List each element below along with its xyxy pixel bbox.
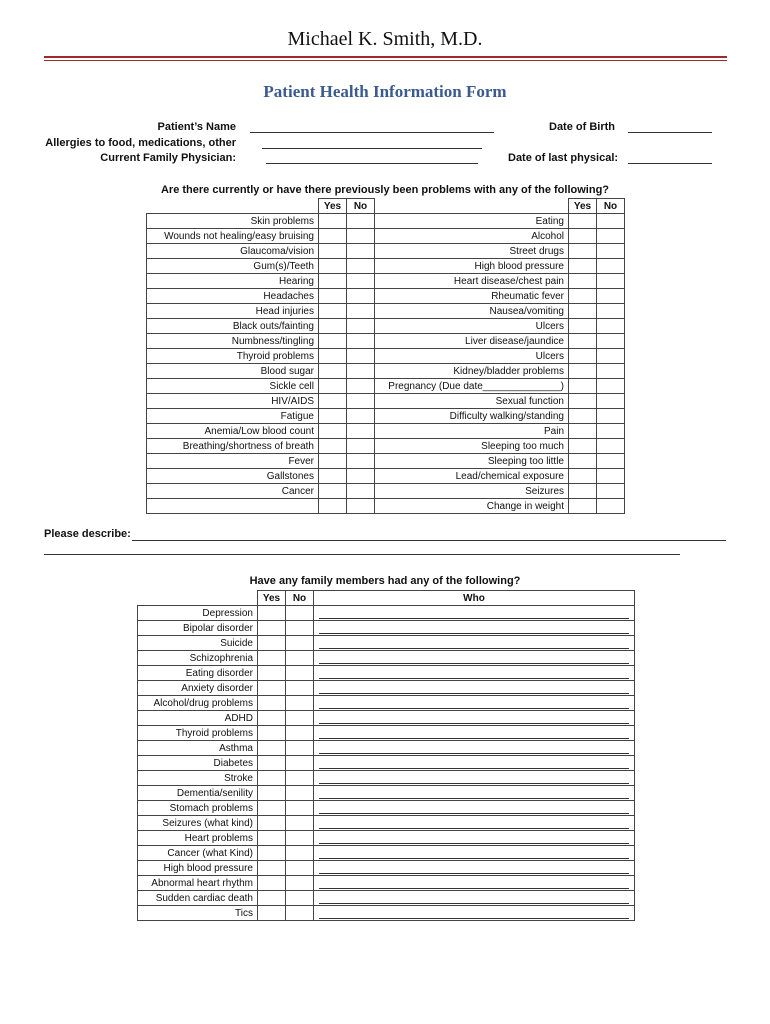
problem-label: Ulcers <box>375 319 569 334</box>
no-checkbox-cell[interactable] <box>597 394 625 409</box>
yes-checkbox-cell[interactable] <box>258 906 286 921</box>
problem-label: Rheumatic fever <box>375 289 569 304</box>
table-row <box>138 681 635 696</box>
table-row <box>138 606 635 621</box>
table-row <box>138 786 635 801</box>
problem-label: Blood sugar <box>147 364 319 379</box>
no-checkbox-cell[interactable] <box>597 214 625 229</box>
yes-checkbox-cell[interactable] <box>258 696 286 711</box>
who-field[interactable] <box>314 636 635 651</box>
yes-checkbox-cell[interactable] <box>319 229 347 244</box>
problem-label: Sleeping too little <box>375 454 569 469</box>
table-row <box>138 906 635 921</box>
no-checkbox-cell[interactable] <box>286 621 314 636</box>
table-row <box>147 424 625 439</box>
no-checkbox-cell[interactable] <box>597 454 625 469</box>
table-row <box>138 741 635 756</box>
no-checkbox-cell[interactable] <box>347 454 375 469</box>
no-checkbox-cell[interactable] <box>347 319 375 334</box>
problem-label: Fatigue <box>147 409 319 424</box>
no-checkbox-cell[interactable] <box>597 409 625 424</box>
who-field[interactable] <box>314 666 635 681</box>
no-checkbox-cell[interactable] <box>597 364 625 379</box>
table-row <box>138 651 635 666</box>
form-title: Patient Health Information Form <box>263 82 507 101</box>
problem-label: Change in weight <box>375 499 569 514</box>
no-checkbox-cell[interactable] <box>286 771 314 786</box>
problem-label: Head injuries <box>147 304 319 319</box>
no-checkbox-cell[interactable] <box>347 364 375 379</box>
table-row <box>147 229 625 244</box>
no-checkbox-cell[interactable] <box>597 289 625 304</box>
yes-checkbox-cell[interactable] <box>569 259 597 274</box>
no-checkbox-cell[interactable] <box>347 484 375 499</box>
allergies-label: Allergies to food, medications, other <box>45 137 236 149</box>
who-field[interactable] <box>314 651 635 666</box>
table-row <box>138 876 635 891</box>
who-underline <box>319 728 629 739</box>
table-row <box>138 816 635 831</box>
yes-checkbox-cell[interactable] <box>569 424 597 439</box>
no-checkbox-cell[interactable] <box>347 304 375 319</box>
no-checkbox-cell[interactable] <box>597 319 625 334</box>
who-field[interactable] <box>314 846 635 861</box>
yes-checkbox-cell[interactable] <box>258 771 286 786</box>
last-physical-field[interactable] <box>628 163 712 164</box>
no-checkbox-cell[interactable] <box>286 681 314 696</box>
doctor-name: Michael K. Smith, M.D. <box>287 28 483 50</box>
no-checkbox-cell[interactable] <box>286 606 314 621</box>
yes-checkbox-cell[interactable] <box>569 394 597 409</box>
no-checkbox-cell[interactable] <box>286 891 314 906</box>
yes-checkbox-cell[interactable] <box>258 801 286 816</box>
who-underline <box>319 668 629 679</box>
problems-yes-header-right: Yes <box>569 199 597 214</box>
no-checkbox-cell[interactable] <box>286 786 314 801</box>
who-field[interactable] <box>314 786 635 801</box>
problem-label: Sleeping too much <box>375 439 569 454</box>
family-condition-label: Alcohol/drug problems <box>138 696 258 711</box>
no-checkbox-cell[interactable] <box>347 379 375 394</box>
header-rule-thin <box>44 60 727 61</box>
problem-label: High blood pressure <box>375 259 569 274</box>
family-condition-label: Suicide <box>138 636 258 651</box>
no-checkbox-cell[interactable] <box>286 726 314 741</box>
problem-label: Eating <box>375 214 569 229</box>
problem-label: Numbness/tingling <box>147 334 319 349</box>
table-row <box>147 334 625 349</box>
who-underline <box>319 743 629 754</box>
who-underline <box>319 773 629 784</box>
family-condition-label: Tics <box>138 906 258 921</box>
no-checkbox-cell[interactable] <box>286 816 314 831</box>
problem-label: Glaucoma/vision <box>147 244 319 259</box>
describe-label: Please describe: <box>44 528 131 540</box>
table-row <box>147 274 625 289</box>
no-checkbox-cell[interactable] <box>286 861 314 876</box>
who-field[interactable] <box>314 801 635 816</box>
yes-checkbox-cell[interactable] <box>319 289 347 304</box>
problem-label: Difficulty walking/standing <box>375 409 569 424</box>
problems-yes-header: Yes <box>319 199 347 214</box>
yes-checkbox-cell[interactable] <box>569 409 597 424</box>
yes-checkbox-cell[interactable] <box>569 274 597 289</box>
family-condition-label: Dementia/senility <box>138 786 258 801</box>
no-checkbox-cell[interactable] <box>597 259 625 274</box>
no-checkbox-cell[interactable] <box>286 651 314 666</box>
yes-checkbox-cell[interactable] <box>258 831 286 846</box>
no-checkbox-cell[interactable] <box>597 229 625 244</box>
no-checkbox-cell[interactable] <box>347 424 375 439</box>
yes-checkbox-cell[interactable] <box>258 861 286 876</box>
problem-label: Street drugs <box>375 244 569 259</box>
family-yes-header: Yes <box>258 591 286 606</box>
who-underline <box>319 908 629 919</box>
family-condition-label: Anxiety disorder <box>138 681 258 696</box>
no-checkbox-cell[interactable] <box>597 244 625 259</box>
problem-label: Liver disease/jaundice <box>375 334 569 349</box>
problems-no-header: No <box>347 199 375 214</box>
table-row <box>138 891 635 906</box>
no-checkbox-cell[interactable] <box>286 756 314 771</box>
family-condition-label: Cancer (what Kind) <box>138 846 258 861</box>
no-checkbox-cell[interactable] <box>597 469 625 484</box>
no-checkbox-cell[interactable] <box>597 424 625 439</box>
yes-checkbox-cell[interactable] <box>258 816 286 831</box>
who-underline <box>319 713 629 724</box>
table-row <box>138 771 635 786</box>
dob-field[interactable] <box>628 132 712 133</box>
yes-checkbox-cell[interactable] <box>569 319 597 334</box>
yes-checkbox-cell[interactable] <box>258 681 286 696</box>
yes-checkbox-cell[interactable] <box>258 786 286 801</box>
no-checkbox-cell[interactable] <box>597 484 625 499</box>
who-field[interactable] <box>314 696 635 711</box>
yes-checkbox-cell[interactable] <box>569 439 597 454</box>
yes-checkbox-cell[interactable] <box>319 259 347 274</box>
who-underline <box>319 788 629 799</box>
who-underline <box>319 683 629 694</box>
yes-checkbox-cell[interactable] <box>569 484 597 499</box>
table-row <box>147 364 625 379</box>
yes-checkbox-cell[interactable] <box>258 876 286 891</box>
table-row <box>138 831 635 846</box>
no-checkbox-cell[interactable] <box>597 334 625 349</box>
yes-checkbox-cell[interactable] <box>569 379 597 394</box>
problem-label: Nausea/vomiting <box>375 304 569 319</box>
problem-label: Cancer <box>147 484 319 499</box>
no-checkbox-cell[interactable] <box>347 229 375 244</box>
who-underline <box>319 653 629 664</box>
no-checkbox-cell[interactable] <box>286 846 314 861</box>
describe-field-line-2[interactable] <box>44 554 680 555</box>
no-checkbox-cell[interactable] <box>347 499 375 514</box>
no-checkbox-cell[interactable] <box>347 439 375 454</box>
table-row <box>138 711 635 726</box>
no-checkbox-cell[interactable] <box>347 409 375 424</box>
problems-table <box>146 198 625 514</box>
problems-question: Are there currently or have there previously been problems with any of the following? <box>160 184 610 196</box>
no-checkbox-cell[interactable] <box>286 831 314 846</box>
problem-label: Seizures <box>375 484 569 499</box>
yes-checkbox-cell[interactable] <box>319 454 347 469</box>
who-field[interactable] <box>314 756 635 771</box>
table-row <box>147 349 625 364</box>
yes-checkbox-cell[interactable] <box>258 741 286 756</box>
yes-checkbox-cell[interactable] <box>319 334 347 349</box>
family-table <box>137 590 635 921</box>
yes-checkbox-cell[interactable] <box>569 304 597 319</box>
who-underline <box>319 698 629 709</box>
family-condition-label: Bipolar disorder <box>138 621 258 636</box>
problem-label <box>147 499 319 514</box>
problem-label: Thyroid problems <box>147 349 319 364</box>
family-condition-label: Seizures (what kind) <box>138 816 258 831</box>
who-underline <box>319 863 629 874</box>
dob-label: Date of Birth <box>549 121 615 133</box>
family-condition-label: Stroke <box>138 771 258 786</box>
problem-label: Skin problems <box>147 214 319 229</box>
who-underline <box>319 623 629 634</box>
family-condition-label: Schizophrenia <box>138 651 258 666</box>
table-row <box>147 214 625 229</box>
who-field[interactable] <box>314 711 635 726</box>
no-checkbox-cell[interactable] <box>286 906 314 921</box>
who-field[interactable] <box>314 726 635 741</box>
who-field[interactable] <box>314 831 635 846</box>
who-field[interactable] <box>314 681 635 696</box>
no-checkbox-cell[interactable] <box>286 801 314 816</box>
family-condition-label: Asthma <box>138 741 258 756</box>
no-checkbox-cell[interactable] <box>286 696 314 711</box>
no-checkbox-cell[interactable] <box>597 439 625 454</box>
problems-no-header-right: No <box>597 199 625 214</box>
table-row <box>147 319 625 334</box>
family-question: Have any family members had any of the following? <box>249 575 521 587</box>
physician-label: Current Family Physician: <box>100 152 236 164</box>
problems-header-blank <box>147 199 319 214</box>
no-checkbox-cell[interactable] <box>597 304 625 319</box>
problem-label: Alcohol <box>375 229 569 244</box>
problem-label: Ulcers <box>375 349 569 364</box>
table-row <box>147 409 625 424</box>
who-underline <box>319 878 629 889</box>
no-checkbox-cell[interactable] <box>286 711 314 726</box>
allergies-field[interactable] <box>262 148 482 149</box>
yes-checkbox-cell[interactable] <box>319 379 347 394</box>
yes-checkbox-cell[interactable] <box>319 394 347 409</box>
problem-label: Sexual function <box>375 394 569 409</box>
table-row <box>147 259 625 274</box>
table-row <box>138 861 635 876</box>
table-row <box>147 304 625 319</box>
family-header-blank <box>138 591 258 606</box>
family-condition-label: Thyroid problems <box>138 726 258 741</box>
patient-name-field[interactable] <box>250 132 494 133</box>
yes-checkbox-cell[interactable] <box>258 846 286 861</box>
patient-name-label: Patient’s Name <box>157 121 236 133</box>
table-row <box>138 846 635 861</box>
no-checkbox-cell[interactable] <box>347 274 375 289</box>
table-row <box>138 666 635 681</box>
no-checkbox-cell[interactable] <box>286 666 314 681</box>
who-field[interactable] <box>314 906 635 921</box>
who-field[interactable] <box>314 771 635 786</box>
family-condition-label: Heart problems <box>138 831 258 846</box>
family-condition-label: Stomach problems <box>138 801 258 816</box>
yes-checkbox-cell[interactable] <box>569 499 597 514</box>
no-checkbox-cell[interactable] <box>286 741 314 756</box>
problem-label: Gum(s)/Teeth <box>147 259 319 274</box>
table-row <box>147 484 625 499</box>
problem-label: Pain <box>375 424 569 439</box>
problem-label: Pregnancy (Due date______________) <box>375 379 569 394</box>
no-checkbox-cell[interactable] <box>597 274 625 289</box>
no-checkbox-cell[interactable] <box>347 214 375 229</box>
table-row <box>147 439 625 454</box>
table-row <box>138 621 635 636</box>
family-condition-label: Depression <box>138 606 258 621</box>
yes-checkbox-cell[interactable] <box>569 229 597 244</box>
who-field[interactable] <box>314 606 635 621</box>
no-checkbox-cell[interactable] <box>286 636 314 651</box>
describe-field[interactable] <box>132 540 726 541</box>
problem-label: Hearing <box>147 274 319 289</box>
yes-checkbox-cell[interactable] <box>319 319 347 334</box>
yes-checkbox-cell[interactable] <box>569 364 597 379</box>
family-condition-label: Diabetes <box>138 756 258 771</box>
who-underline <box>319 893 629 904</box>
yes-checkbox-cell[interactable] <box>319 364 347 379</box>
last-physical-label: Date of last physical: <box>508 152 619 164</box>
problem-label: Anemia/Low blood count <box>147 424 319 439</box>
header-rule <box>44 56 727 58</box>
table-row <box>138 756 635 771</box>
problem-label: Kidney/bladder problems <box>375 364 569 379</box>
problems-header-blank-right <box>375 199 569 214</box>
table-row <box>138 696 635 711</box>
problem-label: Sickle cell <box>147 379 319 394</box>
yes-checkbox-cell[interactable] <box>258 651 286 666</box>
yes-checkbox-cell[interactable] <box>319 439 347 454</box>
no-checkbox-cell[interactable] <box>597 379 625 394</box>
yes-checkbox-cell[interactable] <box>258 666 286 681</box>
table-row <box>147 394 625 409</box>
yes-checkbox-cell[interactable] <box>569 214 597 229</box>
table-row <box>147 454 625 469</box>
who-field[interactable] <box>314 816 635 831</box>
yes-checkbox-cell[interactable] <box>319 469 347 484</box>
yes-checkbox-cell[interactable] <box>319 499 347 514</box>
who-underline <box>319 833 629 844</box>
table-row <box>147 244 625 259</box>
table-row <box>138 726 635 741</box>
yes-checkbox-cell[interactable] <box>258 621 286 636</box>
who-field[interactable] <box>314 891 635 906</box>
problem-label: Gallstones <box>147 469 319 484</box>
who-underline <box>319 638 629 649</box>
yes-checkbox-cell[interactable] <box>319 484 347 499</box>
yes-checkbox-cell[interactable] <box>569 334 597 349</box>
yes-checkbox-cell[interactable] <box>319 214 347 229</box>
yes-checkbox-cell[interactable] <box>569 244 597 259</box>
no-checkbox-cell[interactable] <box>597 349 625 364</box>
no-checkbox-cell[interactable] <box>597 499 625 514</box>
table-row <box>147 379 625 394</box>
yes-checkbox-cell[interactable] <box>319 274 347 289</box>
problem-label: Lead/chemical exposure <box>375 469 569 484</box>
no-checkbox-cell[interactable] <box>347 244 375 259</box>
who-underline <box>319 758 629 769</box>
family-condition-label: High blood pressure <box>138 861 258 876</box>
table-row <box>138 636 635 651</box>
no-checkbox-cell[interactable] <box>347 469 375 484</box>
who-underline <box>319 848 629 859</box>
table-row <box>138 801 635 816</box>
table-row <box>147 499 625 514</box>
no-checkbox-cell[interactable] <box>347 289 375 304</box>
problem-label: Breathing/shortness of breath <box>147 439 319 454</box>
no-checkbox-cell[interactable] <box>286 876 314 891</box>
problem-label: Black outs/fainting <box>147 319 319 334</box>
problem-label: Fever <box>147 454 319 469</box>
who-underline <box>319 818 629 829</box>
family-condition-label: Abnormal heart rhythm <box>138 876 258 891</box>
problem-label: Wounds not healing/easy bruising <box>147 229 319 244</box>
table-row <box>147 469 625 484</box>
yes-checkbox-cell[interactable] <box>569 469 597 484</box>
yes-checkbox-cell[interactable] <box>319 304 347 319</box>
family-who-header: Who <box>314 591 635 606</box>
yes-checkbox-cell[interactable] <box>258 636 286 651</box>
yes-checkbox-cell[interactable] <box>258 606 286 621</box>
family-condition-label: ADHD <box>138 711 258 726</box>
table-row <box>147 289 625 304</box>
yes-checkbox-cell[interactable] <box>569 454 597 469</box>
physician-field[interactable] <box>266 163 478 164</box>
who-field[interactable] <box>314 741 635 756</box>
family-condition-label: Eating disorder <box>138 666 258 681</box>
no-checkbox-cell[interactable] <box>347 334 375 349</box>
who-field[interactable] <box>314 621 635 636</box>
yes-checkbox-cell[interactable] <box>258 726 286 741</box>
yes-checkbox-cell[interactable] <box>319 424 347 439</box>
yes-checkbox-cell[interactable] <box>319 244 347 259</box>
yes-checkbox-cell[interactable] <box>258 711 286 726</box>
problem-label: Heart disease/chest pain <box>375 274 569 289</box>
who-underline <box>319 608 629 619</box>
yes-checkbox-cell[interactable] <box>258 891 286 906</box>
no-checkbox-cell[interactable] <box>347 349 375 364</box>
problem-label: HIV/AIDS <box>147 394 319 409</box>
problem-label: Headaches <box>147 289 319 304</box>
who-field[interactable] <box>314 876 635 891</box>
who-field[interactable] <box>314 861 635 876</box>
no-checkbox-cell[interactable] <box>347 394 375 409</box>
who-underline <box>319 803 629 814</box>
yes-checkbox-cell[interactable] <box>319 409 347 424</box>
yes-checkbox-cell[interactable] <box>569 349 597 364</box>
yes-checkbox-cell[interactable] <box>319 349 347 364</box>
no-checkbox-cell[interactable] <box>347 259 375 274</box>
yes-checkbox-cell[interactable] <box>258 756 286 771</box>
family-no-header: No <box>286 591 314 606</box>
family-condition-label: Sudden cardiac death <box>138 891 258 906</box>
yes-checkbox-cell[interactable] <box>569 289 597 304</box>
